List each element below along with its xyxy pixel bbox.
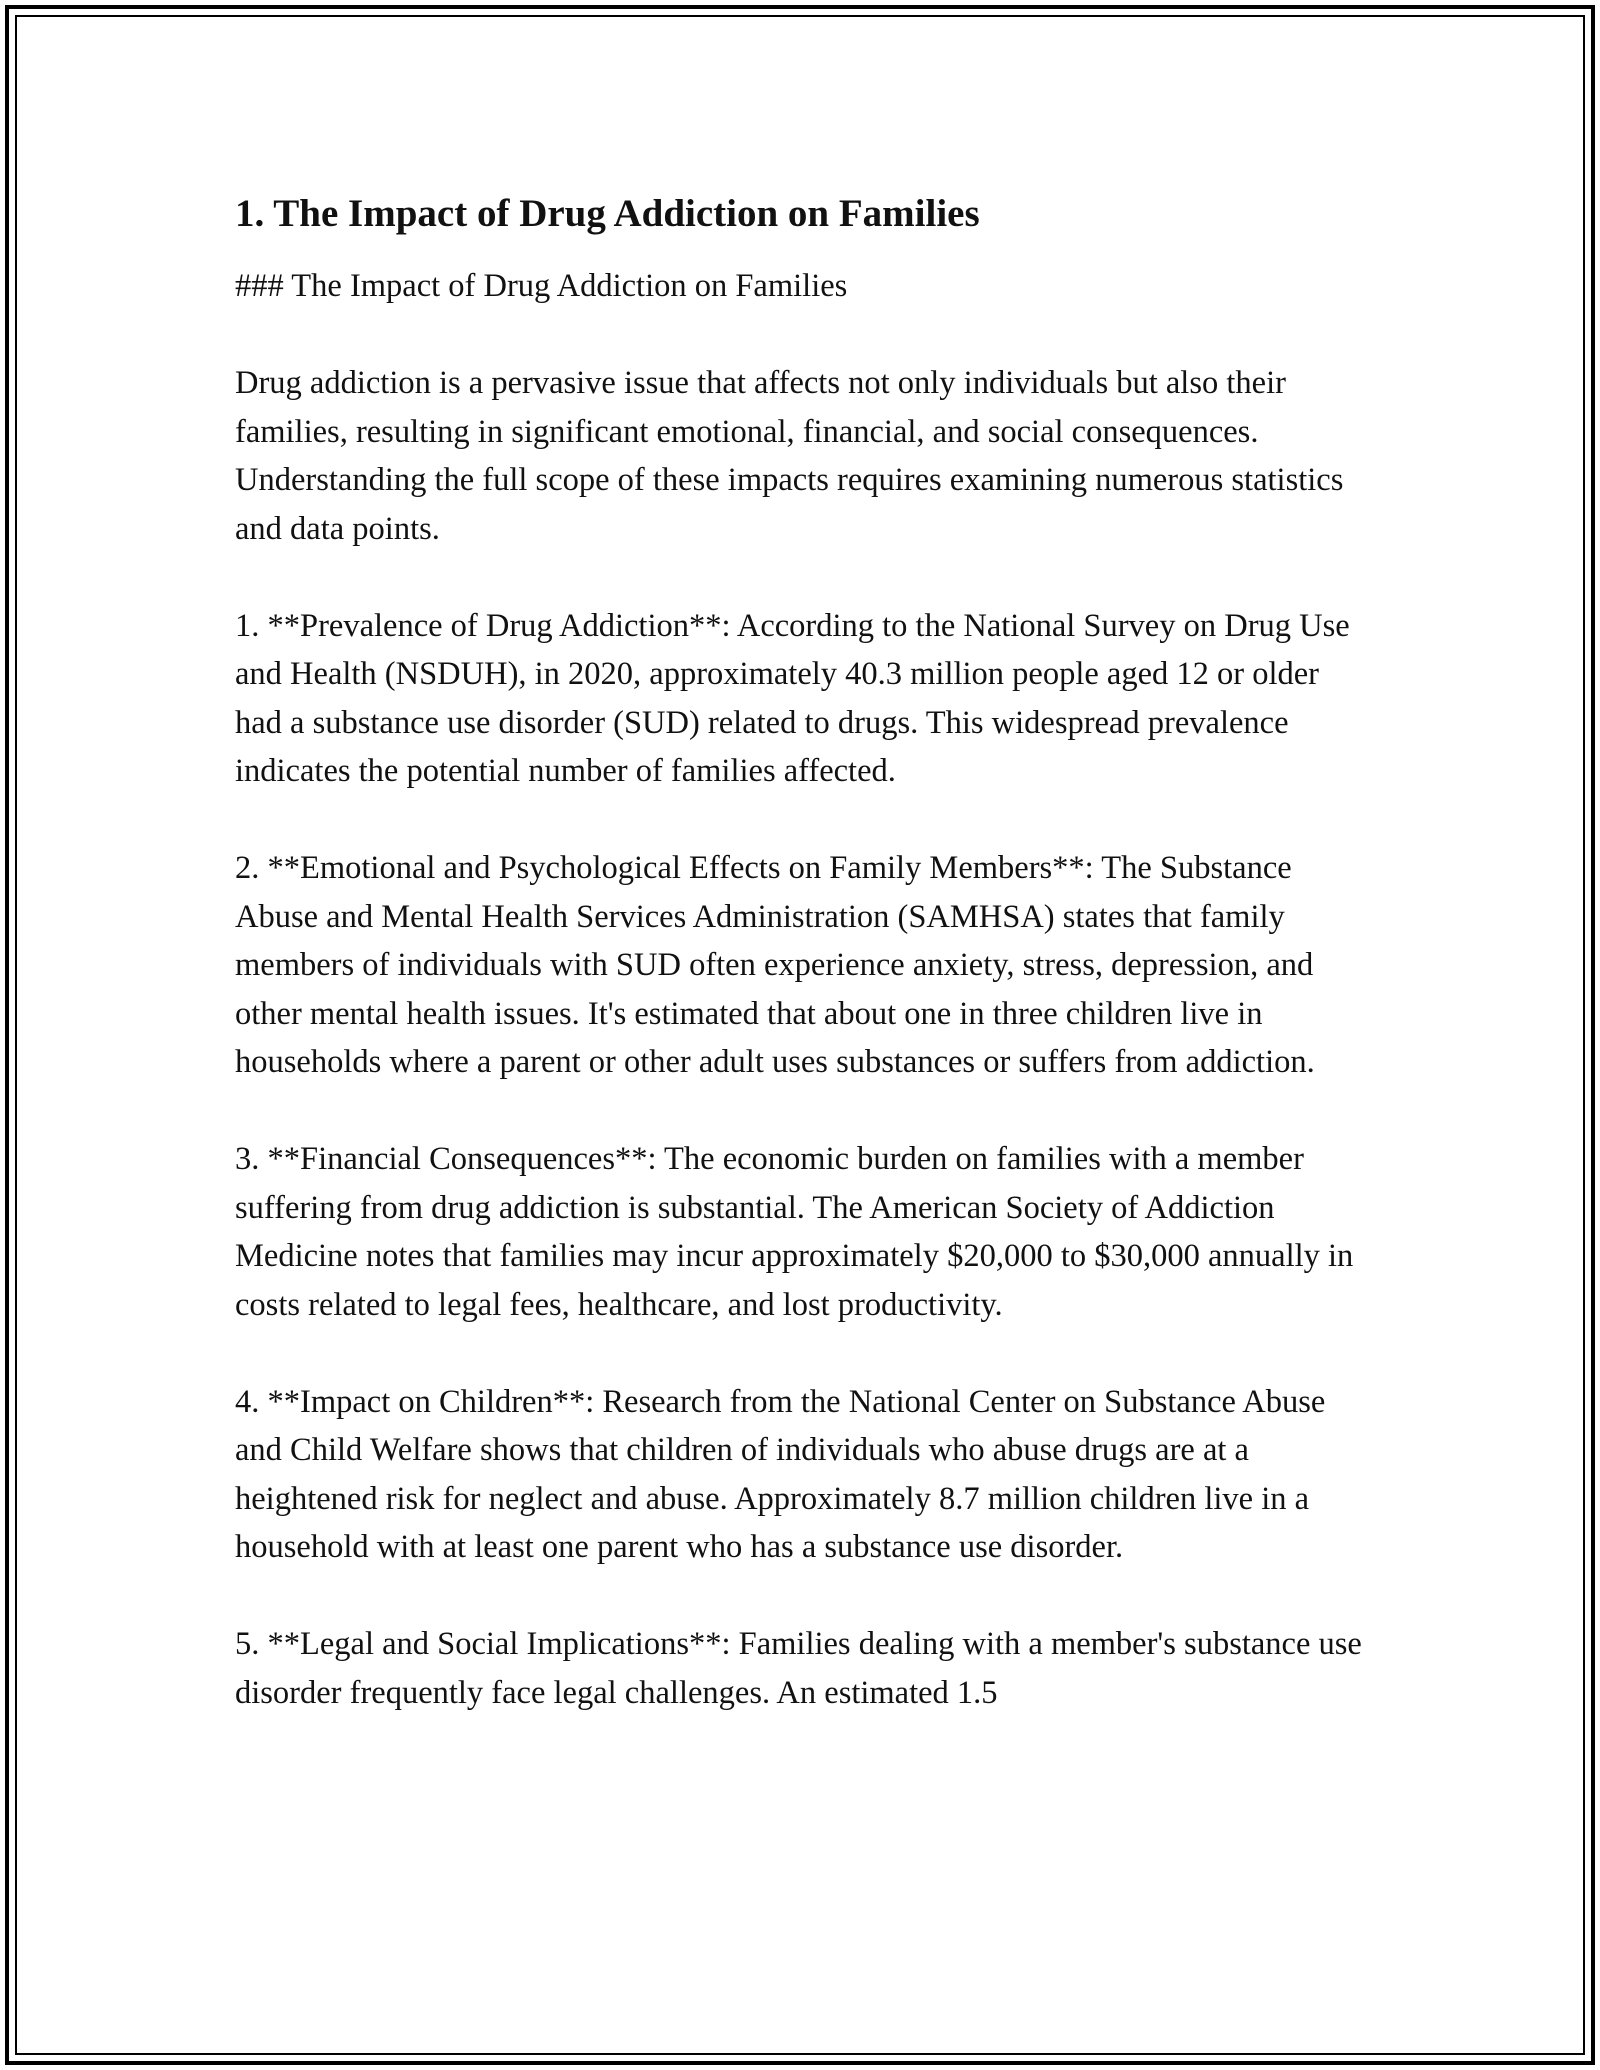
list-item-impact-on-children: 4. **Impact on Children**: Research from the National Center on Substance Abuse and Child Welfare shows that children of individuals who abuse drugs are at a heightened risk for neglect and abuse. Approximately 8.7 million children live in a household with at least one parent who has a substance use disorder. <box>235 1383 1326 1565</box>
list-item-financial-consequences: 3. **Financial Consequences**: The economic burden on families with a member suffering from drug addiction is substantial. The American Society of Addiction Medicine notes that families may incur approximately $20,000 to $30,000 annually in costs related to legal fees, healthcare, and lost productivity. <box>235 1141 1354 1323</box>
document-body <box>235 190 1365 1717</box>
intro-paragraph: Drug addiction is a pervasive issue that affects not only individuals but also their families, resulting in significant emotional, financial, and social consequences. Understanding the full scope of these impacts requires examining numerous statistics and data points. <box>235 365 1344 547</box>
page-title: 1. The Impact of Drug Addiction on Families <box>235 192 980 235</box>
list-item-prevalence: 1. **Prevalence of Drug Addiction**: According to the National Survey on Drug Use and Health (NSDUH), in 2020, approximately 40.3 million people aged 12 or older had a substance use disorder (SUD) related to drugs. This widespread prevalence indicates the potential number of families affected. <box>235 607 1350 789</box>
list-item-legal-social: 5. **Legal and Social Implications**: Families dealing with a member's substance use disorder frequently face legal challenges. An estimated 1.5 <box>235 1626 1362 1711</box>
list-item-emotional-effects: 2. **Emotional and Psychological Effects on Family Members**: The Substance Abuse and Mental Health Services Administration (SAMHSA) states that family members of individuals with SUD often experience anxiety, stress, depression, and other mental health issues. It's estimated that about one in three children live in households where a parent or other adult uses substances or suffers from addiction. <box>235 850 1315 1080</box>
markdown-subheading: ### The Impact of Drug Addiction on Families <box>235 268 848 304</box>
